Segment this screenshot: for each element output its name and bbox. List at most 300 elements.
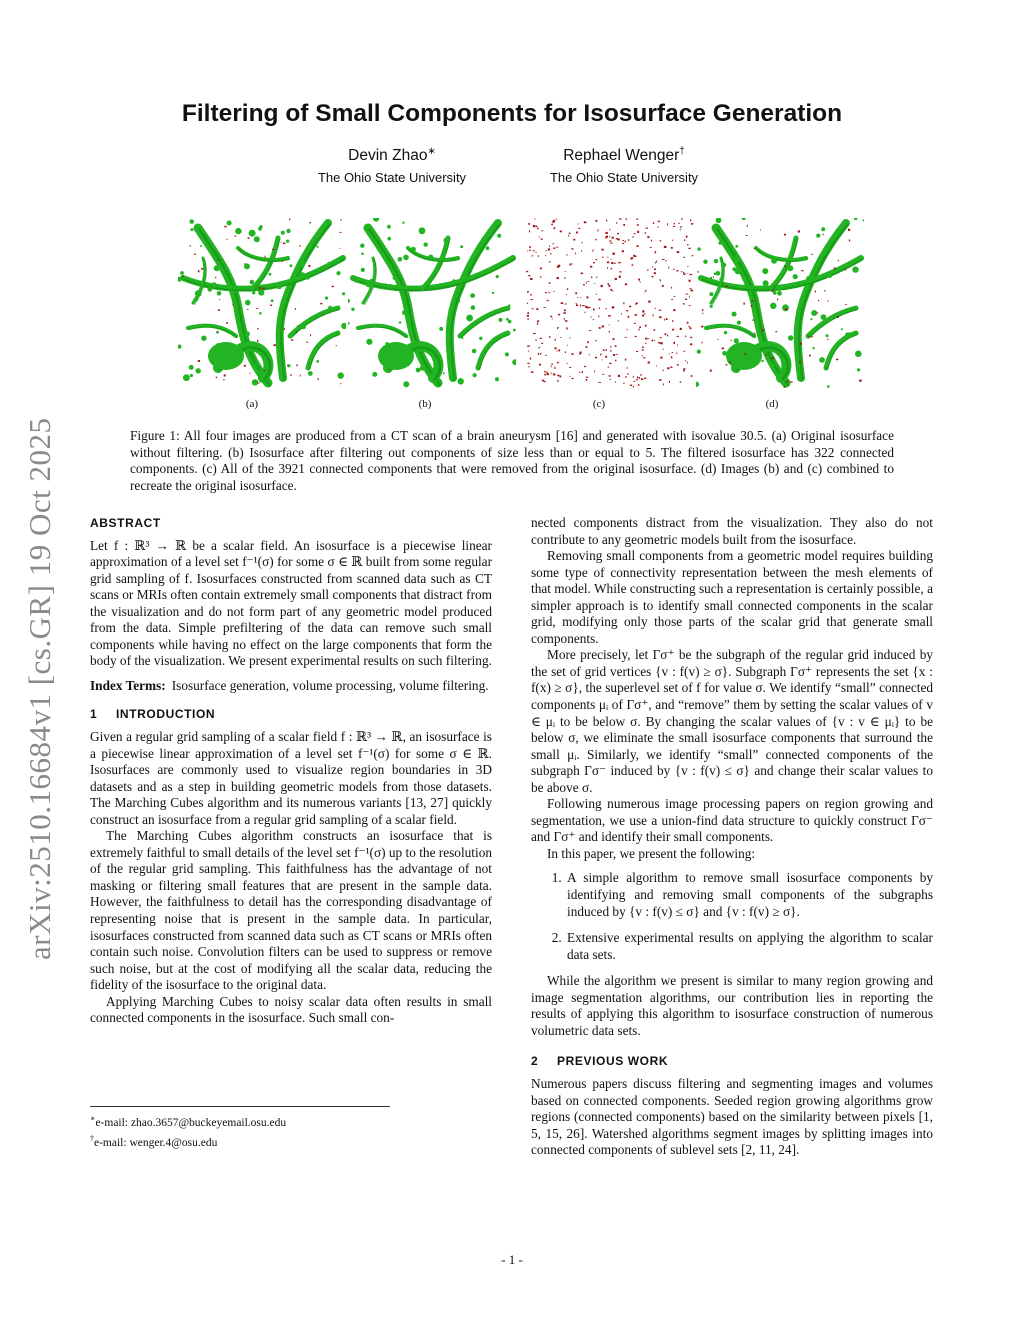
vessel-fragment: [512, 359, 516, 365]
vessel-fragment: [472, 349, 477, 354]
noise-speck: [556, 247, 558, 248]
noise-speck: [838, 260, 839, 261]
noise-speck: [683, 370, 684, 372]
vessel-fragment: [710, 305, 713, 308]
index-terms-label: Index Terms:: [90, 677, 166, 693]
noise-speck: [606, 308, 607, 310]
vessel-fragment: [220, 345, 226, 351]
noise-speck: [578, 228, 580, 229]
noise-speck: [647, 236, 649, 238]
vessel-fragment: [772, 364, 775, 367]
noise-speck: [615, 278, 617, 280]
noise-speck: [552, 319, 553, 320]
noise-speck: [845, 304, 847, 305]
noise-speck: [598, 299, 600, 301]
vessel-fragment: [299, 272, 306, 279]
noise-speck: [612, 253, 615, 255]
noise-speck: [216, 377, 217, 378]
figure-1: [178, 218, 868, 390]
vessel-fragment: [254, 236, 260, 242]
noise-speck: [667, 223, 668, 225]
noise-components: [526, 218, 693, 387]
noise-speck: [642, 355, 643, 356]
vessel-fragment: [245, 331, 250, 336]
noise-speck: [565, 320, 568, 322]
panel-label-a: (a): [245, 398, 259, 410]
vessel-fragment: [443, 372, 445, 374]
aneurysm-sac: [726, 342, 762, 370]
noise-speck: [557, 277, 560, 279]
abstract-heading: ABSTRACT: [90, 516, 161, 530]
noise-speck: [616, 222, 617, 224]
noise-speck: [667, 335, 668, 337]
noise-speck: [270, 305, 272, 306]
vessel-fragment: [190, 374, 193, 377]
noise-speck: [543, 307, 546, 308]
noise-speck: [596, 294, 598, 295]
noise-speck: [257, 328, 259, 329]
noise-speck: [638, 279, 640, 281]
vessel-fragment: [697, 247, 700, 250]
vessel-fragment: [449, 282, 451, 284]
noise-speck: [647, 338, 649, 339]
vessel-fragment: [709, 292, 713, 296]
noise-speck: [529, 275, 530, 277]
noise-speck: [611, 268, 613, 270]
noise-speck: [593, 262, 595, 263]
section-number: 1: [90, 707, 98, 722]
noise-speck: [623, 383, 624, 384]
noise-speck: [666, 318, 668, 320]
noise-speck: [664, 319, 665, 321]
vessel-structure: [696, 218, 864, 388]
vessel-fragment: [178, 345, 182, 349]
noise-speck: [529, 230, 530, 232]
noise-speck: [609, 241, 611, 242]
vessel-fragment: [183, 374, 190, 381]
noise-speck: [554, 227, 556, 229]
vessel-fragment: [281, 231, 285, 235]
noise-speck: [318, 378, 320, 380]
noise-speck: [532, 308, 534, 309]
noise-speck: [627, 367, 628, 368]
vessel-fragment: [822, 252, 826, 256]
noise-speck: [636, 379, 638, 380]
noise-speck: [681, 271, 683, 272]
noise-speck: [551, 363, 553, 364]
vessel-fragment: [366, 339, 372, 345]
noise-speck: [664, 246, 667, 248]
vessel-fragment: [428, 255, 433, 260]
noise-speck: [643, 357, 646, 358]
noise-speck: [310, 334, 311, 336]
noise-speck: [557, 350, 558, 351]
noise-speck: [527, 251, 528, 252]
noise-speck: [567, 363, 568, 364]
noise-speck: [540, 276, 541, 278]
noise-speck: [784, 234, 786, 236]
vessel-fragment: [250, 280, 255, 285]
vessel-fragment: [777, 291, 782, 296]
vessel-fragment: [439, 327, 443, 331]
left-column: [90, 515, 492, 1027]
vessel-branch: [826, 333, 856, 368]
noise-speck: [529, 250, 531, 251]
noise-speck: [647, 270, 648, 271]
noise-speck: [290, 374, 291, 376]
footnote-divider: [90, 1106, 390, 1107]
vessel-fragment: [306, 276, 310, 280]
noise-speck: [633, 255, 635, 257]
noise-speck: [554, 291, 555, 292]
noise-speck: [537, 323, 538, 325]
noise-speck: [544, 374, 546, 376]
vessel-fragment: [276, 283, 282, 289]
vessel-fragment: [737, 321, 741, 325]
noise-speck: [554, 367, 555, 369]
noise-speck: [257, 383, 259, 384]
noise-speck: [194, 254, 196, 255]
vessel-fragment: [852, 266, 858, 272]
vessel-fragment: [301, 324, 306, 329]
noise-speck: [224, 374, 226, 376]
noise-speck: [754, 333, 755, 335]
noise-speck: [660, 357, 662, 359]
vessel-fragment: [696, 382, 699, 387]
noise-speck: [602, 360, 603, 361]
noise-speck: [609, 236, 610, 237]
noise-speck: [642, 349, 644, 350]
noise-speck: [548, 248, 550, 250]
noise-speck: [762, 329, 764, 331]
noise-speck: [685, 336, 686, 338]
noise-speck: [610, 350, 611, 352]
vessel-fragment: [195, 290, 202, 297]
noise-speck: [576, 303, 577, 304]
noise-speck: [602, 374, 604, 375]
vessel-fragment: [735, 268, 742, 275]
noise-speck: [540, 338, 542, 339]
vessel-fragment: [742, 218, 746, 220]
noise-speck: [644, 378, 646, 379]
noise-speck: [527, 291, 529, 293]
paper-title: Filtering of Small Components for Isosurface Generation: [181, 100, 843, 127]
noise-speck: [571, 248, 573, 249]
footnote: †e-mail: wenger.4@osu.edu: [90, 1133, 218, 1149]
noise-speck: [198, 360, 200, 362]
noise-speck: [760, 230, 761, 231]
noise-speck: [530, 299, 532, 300]
list-item: 1. A simple algorithm to remove small isosurface components by identifying and removing small components of the subgraphs induced by {v : f(v) ≤ σ} and {v : f(v) ≥ σ}.: [565, 870, 933, 920]
noise-speck: [584, 366, 586, 367]
noise-speck: [680, 328, 682, 330]
vessel-fragment: [308, 371, 313, 376]
noise-speck: [544, 371, 546, 373]
noise-speck: [528, 351, 529, 352]
noise-speck: [625, 359, 627, 361]
noise-speck: [800, 343, 802, 345]
noise-speck: [565, 351, 566, 353]
noise-speck: [573, 239, 575, 241]
noise-speck: [531, 371, 534, 373]
vessel-fragment: [466, 315, 473, 322]
noise-speck: [587, 341, 589, 343]
noise-speck: [531, 256, 533, 257]
noise-speck: [274, 344, 276, 346]
noise-speck: [754, 248, 756, 249]
noise-speck: [673, 309, 675, 311]
noise-speck: [284, 328, 285, 330]
author-mark: ∗: [427, 146, 436, 157]
noise-speck: [560, 231, 562, 233]
noise-speck: [654, 340, 655, 341]
vessel-fragment: [496, 275, 499, 278]
vessel-fragment: [745, 355, 752, 362]
vessel-fragment: [855, 351, 862, 358]
vessel-fragment: [245, 300, 251, 306]
vessel-fragment: [492, 292, 494, 294]
noise-speck: [560, 337, 561, 338]
figure-caption: Figure 1: All four images are produced from a CT scan of a brain aneurysm [16] and generated with isovalue 30.5. (a) Original isosurface without filtering. (b) Isosurface after filtering out components of size less than or equal to 5. The filtered isosurface has 322 connected components. (c) All of the 3921 connected components that were removed from the original isosurface. (d) Images (b) and (c) combined to recreate the original isosurface.: [130, 428, 894, 493]
vessel-fragment: [735, 245, 738, 248]
noise-speck: [640, 281, 641, 282]
noise-speck: [585, 346, 587, 348]
author-name: Rephael Wenger: [563, 147, 680, 165]
noise-speck: [217, 259, 219, 260]
intro-paragraph-4: Removing small components from a geometric model requires building some type of connectivity representation between the mesh elements of that model. While constructing such a representation is certainly possible, a simpler approach is to identify small connected components in the scalar grid, modifying only those parts of the scalar grid that generate small components.: [531, 548, 933, 646]
arxiv-identifier: arXiv:2510.16684v1 [cs.GR] 19 Oct 2025: [22, 417, 57, 960]
noise-speck: [321, 314, 322, 315]
noise-speck: [567, 288, 568, 290]
noise-speck: [633, 376, 634, 378]
noise-speck: [599, 382, 602, 383]
noise-speck: [615, 382, 616, 383]
vessel-fragment: [342, 292, 345, 295]
intro-closing: While the algorithm we present is similar to many region growing and image segmentation algorithms, our contribution lies in reporting the results of applying this algorithm to isosurface construction of numerous volumetric data sets.: [531, 973, 933, 1038]
noise-speck: [530, 294, 531, 296]
noise-speck: [615, 345, 617, 347]
noise-speck: [589, 354, 590, 355]
intro-paragraph-continued: nected components distract from the visualization. They also do not contribute to any geometric models built from the isosurface.: [531, 515, 933, 547]
noise-speck: [677, 251, 680, 253]
noise-speck: [586, 379, 588, 381]
noise-speck: [827, 339, 828, 340]
vessel-fragment: [252, 379, 258, 385]
noise-speck: [787, 381, 789, 383]
noise-speck: [295, 308, 296, 310]
noise-speck: [539, 236, 540, 237]
vessel-fragment: [402, 310, 407, 315]
noise-speck: [837, 316, 839, 318]
noise-speck: [601, 249, 603, 251]
noise-speck: [672, 329, 674, 331]
noise-speck: [545, 255, 546, 256]
noise-speck: [634, 381, 635, 382]
noise-speck: [608, 283, 610, 285]
previous-work-text: Numerous papers discuss filtering and segmenting images and volumes based on connected components. Seeded region growing algorithms grow regions (connected components) based on the similarity between pixels [1, 5, 15, 26]. Watershed algorithms segment images by splitting images into connected components of sublevel sets [2, 11, 24].: [531, 1075, 933, 1158]
vessel-fragment: [470, 293, 475, 298]
vessel-fragment: [734, 338, 739, 343]
noise-speck: [674, 342, 676, 344]
noise-speck: [533, 225, 535, 227]
vessel-fragment: [863, 219, 864, 221]
noise-speck: [645, 338, 647, 340]
noise-speck: [655, 251, 656, 253]
noise-speck: [190, 245, 191, 247]
author-name: Devin Zhao: [348, 147, 428, 165]
noise-speck: [308, 265, 310, 267]
noise-speck: [834, 268, 836, 270]
vessel-fragment: [348, 322, 350, 324]
noise-speck: [566, 327, 568, 329]
figure-panel-b: [348, 218, 516, 388]
noise-speck: [660, 342, 663, 344]
vessel-fragment: [497, 234, 501, 238]
noise-speck: [635, 314, 638, 316]
noise-speck: [557, 380, 558, 382]
noise-speck: [533, 250, 535, 251]
noise-speck: [339, 232, 341, 233]
noise-speck: [583, 284, 585, 285]
noise-speck: [614, 263, 616, 264]
noise-speck: [608, 315, 611, 317]
noise-speck: [529, 246, 531, 248]
vessel-fragment: [227, 221, 232, 226]
footnote: ∗e-mail: zhao.3657@buckeyemail.osu.edu: [90, 1114, 287, 1129]
noise-speck: [602, 325, 604, 327]
noise-speck: [607, 262, 609, 264]
noise-speck: [815, 291, 816, 293]
noise-speck: [785, 266, 786, 268]
section-title: INTRODUCTION: [116, 707, 216, 722]
noise-speck: [272, 249, 274, 250]
vessel-fragment: [770, 303, 776, 309]
noise-speck: [287, 365, 288, 366]
noise-speck: [602, 257, 603, 258]
noise-speck: [636, 219, 638, 220]
noise-speck: [542, 380, 544, 382]
intro-paragraph-1: Given a regular grid sampling of a scalar field f : ℝ³ → ℝ, an isosurface is a piecewise linear approximation of a level set f⁻¹(σ) for some σ ∈ ℝ. Isosurfaces are commonly used to visualize region boundaries in 3D datasets and as a step in building geometric models from those datasets. The Marching Cubes algorithm and its numerous variants [13, 27] quickly construct an isosurface from a regular grid sampling of a scalar field.: [90, 729, 492, 827]
noise-speck: [218, 309, 220, 311]
vessel-fragment: [460, 245, 463, 248]
vessel-fragment: [761, 360, 763, 362]
vessel-fragment: [290, 264, 293, 267]
vessel-fragment: [711, 301, 713, 303]
noise-speck: [690, 274, 693, 275]
panel-label-d: (d): [765, 398, 779, 410]
noise-speck: [591, 277, 592, 278]
noise-speck: [683, 272, 684, 273]
vessel-fragment: [732, 312, 737, 317]
vessel-fragment: [424, 242, 428, 246]
noise-speck: [544, 381, 546, 382]
noise-speck: [341, 219, 342, 221]
noise-speck: [594, 283, 595, 284]
noise-speck: [627, 329, 628, 330]
noise-speck: [639, 377, 640, 379]
noise-speck: [530, 358, 531, 360]
noise-speck: [581, 273, 584, 275]
noise-speck: [689, 296, 690, 298]
vessel-fragment: [813, 347, 815, 349]
vessel-fragment: [763, 280, 769, 286]
noise-speck: [557, 328, 558, 329]
noise-speck: [595, 357, 597, 359]
vessel-fragment: [734, 256, 741, 263]
noise-speck: [559, 375, 561, 377]
noise-speck: [824, 290, 826, 291]
noise-speck: [746, 235, 748, 236]
noise-speck: [527, 315, 529, 317]
vessel-fragment: [328, 306, 332, 310]
noise-speck: [622, 243, 624, 244]
noise-speck: [654, 269, 656, 271]
vessel-fragment: [403, 255, 409, 261]
noise-speck: [613, 338, 615, 340]
vessel-fragment: [328, 262, 330, 264]
noise-speck: [223, 379, 225, 380]
vessel-fragment: [249, 230, 256, 237]
noise-speck: [594, 371, 595, 373]
noise-speck: [586, 296, 588, 298]
noise-speck: [549, 336, 550, 338]
intro-paragraph-7: In this paper, we present the following:: [547, 845, 756, 861]
noise-speck: [580, 297, 581, 298]
noise-speck: [226, 322, 228, 324]
vessel-fragment: [338, 372, 344, 378]
noise-speck: [609, 363, 611, 364]
noise-speck: [610, 243, 612, 244]
noise-speck: [697, 271, 698, 273]
noise-speck: [257, 340, 258, 342]
noise-speck: [526, 271, 528, 272]
noise-speck: [662, 285, 664, 287]
vessel-fragment: [372, 372, 377, 377]
noise-speck: [654, 329, 656, 331]
noise-speck: [659, 342, 661, 343]
vessel-render-filtered: [348, 218, 516, 388]
noise-speck: [625, 241, 626, 243]
vessel-fragment: [214, 265, 220, 271]
noise-speck: [527, 312, 529, 314]
vessel-fragment: [857, 368, 860, 371]
noise-speck: [672, 240, 673, 241]
noise-speck: [687, 273, 688, 274]
noise-speck: [659, 316, 661, 318]
noise-speck: [605, 356, 607, 358]
noise-speck: [663, 370, 664, 371]
intro-paragraph-5: More precisely, let Γσ⁺ be the subgraph of the regular grid induced by the set of grid vertices {v : f(v) ≥ σ}. Subgraph Γσ⁺ represents the set {x : f(x) ≥ σ}, the superlevel set of f for value σ. We identify “small” connected components μᵢ of Γσ⁺, and “remove” them by setting the scalar values of v ∈ μᵢ to be below σ. By changing the scalar values of {v : v ∈ μᵢ} to be below σ, we eliminate the small isosurface components that surround the small μᵢ. Similarly, we identify “small” connected components of the subgraph Γσ⁻ induced by {v : f(v) ≤ σ} and change their scalar values to be above σ.: [531, 647, 933, 795]
noise-speck: [537, 321, 539, 322]
noise-speck: [584, 222, 587, 223]
noise-speck: [680, 226, 682, 227]
noise-speck: [281, 242, 282, 243]
noise-speck: [674, 296, 676, 297]
noise-speck: [570, 376, 571, 377]
noise-speck: [601, 285, 603, 287]
noise-speck: [541, 231, 543, 232]
noise-speck: [619, 218, 622, 219]
noise-speck: [658, 221, 660, 222]
noise-speck: [660, 240, 661, 241]
noise-speck: [650, 247, 652, 248]
vessel-fragment: [194, 297, 198, 301]
vessel-fragment: [436, 270, 438, 272]
noise-speck: [593, 308, 595, 310]
noise-speck: [684, 257, 686, 258]
noise-speck: [533, 333, 536, 334]
noise-speck: [528, 223, 530, 225]
